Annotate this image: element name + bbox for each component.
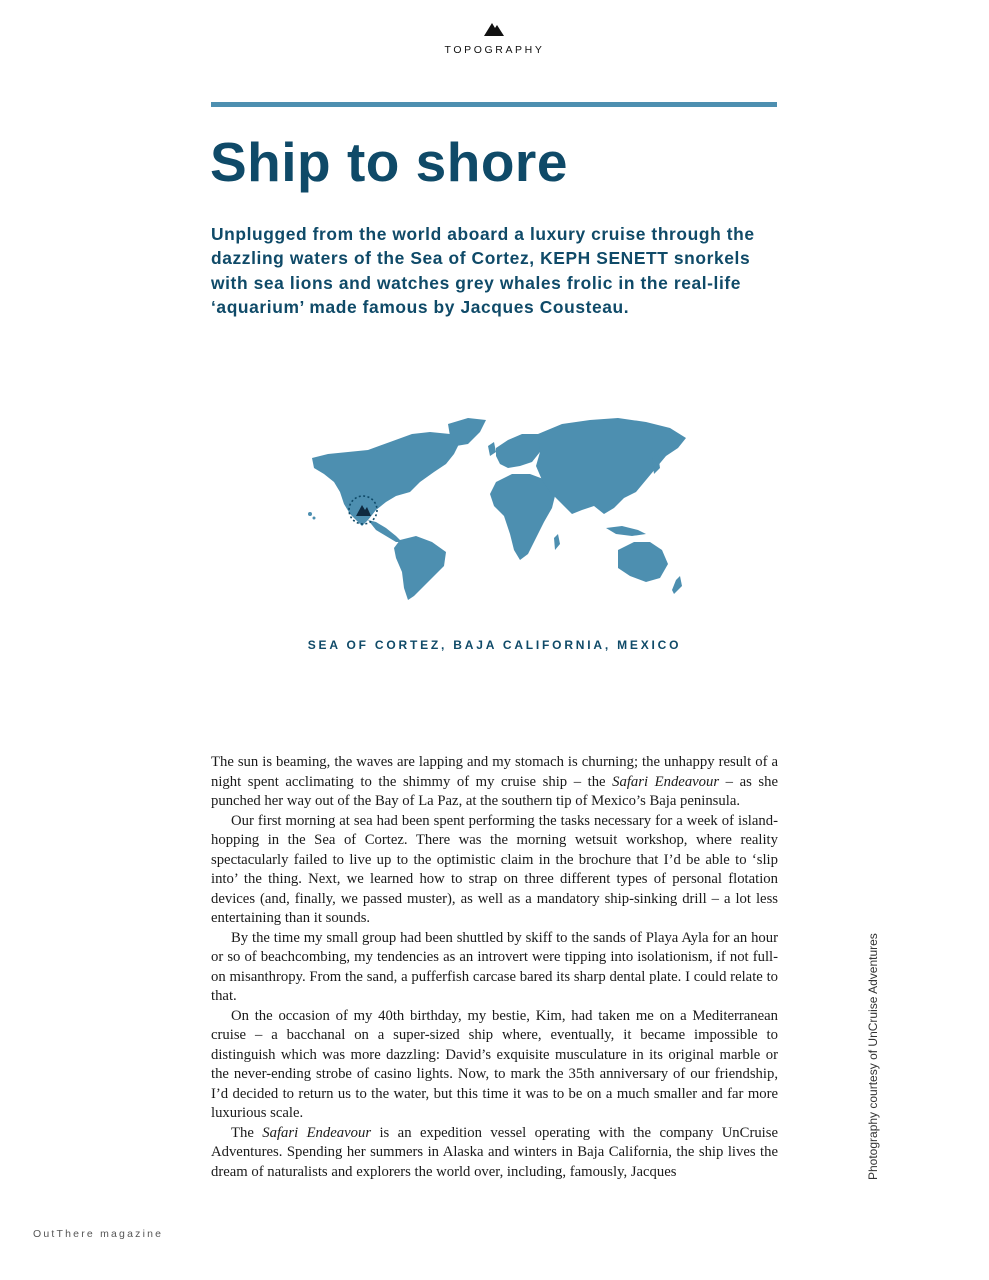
article-title: Ship to shore bbox=[210, 131, 568, 193]
paragraph-3: By the time my small group had been shuttled by skiff to the sands of Playa Ayla for an hour or so of beachcombing, my tendencies as an introvert were tipping into isolationism, if not full-on misanthropy. From the sand, a pufferfish carcase bared its sharp dental plate. I could relate to that. bbox=[211, 929, 778, 1004]
magazine-footer: OutThere magazine bbox=[33, 1228, 164, 1240]
article-body bbox=[211, 753, 778, 1182]
asia-shape bbox=[536, 418, 686, 514]
paragraph-2: Our first morning at sea had been spent performing the tasks necessary for a week of island-hopping in the Sea of Cortez. There was the morning wetsuit workshop, where reality spectacularly failed to live up to the optimistic claim in the brochure that I’d be able to ‘slip into’ the thing. Next, we learned how to strap on three different types of personal flotation devices (and, finally, we passed muster), as well as a mandatory ship-sinking drill – a lot less entertaining than it sounds. bbox=[211, 812, 778, 926]
location-label: SEA OF CORTEZ, BAJA CALIFORNIA, MEXICO bbox=[307, 638, 682, 652]
north-america-shape bbox=[312, 432, 460, 526]
new-zealand-shape bbox=[672, 576, 682, 594]
paragraph-4: On the occasion of my 40th birthday, my bestie, Kim, had taken me on a Mediterranean cruise – a bacchanal on a super-sized ship where, eventually, it became impossible to distinguish which was more dazzling: David’s exquisite musculature in its original marble or the never-ending strobe of casino lights. Now, to mark the 35th anniversary of our friendship, I’d decided to return us to the water, but this time it was to be on a much smaller and far more luxurious scale. bbox=[211, 1007, 778, 1121]
article-standfirst: Unplugged from the world aboard a luxury cruise through the dazzling waters of the Sea of Cortez, KEPH SENETT snorkels with sea lions and watches grey whales frolic in the real-life ‘aquarium’ made famous by Jacques Cousteau. bbox=[211, 224, 755, 317]
indonesia-shape bbox=[606, 526, 646, 536]
mountain-icon bbox=[484, 22, 504, 36]
south-america-shape bbox=[394, 536, 446, 600]
australia-shape bbox=[618, 542, 668, 582]
madagascar-shape bbox=[554, 534, 560, 550]
uk-shape bbox=[488, 442, 496, 456]
africa-shape bbox=[490, 474, 556, 560]
section-label: TOPOGRAPHY bbox=[444, 44, 545, 56]
paragraph-1: The sun is beaming, the waves are lapping and my stomach is churning; the unhappy result of a night spent acclimating to the shimmy of my cruise ship – the Safari Endeavour – as she punched her way out of the Bay of La Paz, at the southern tip of Mexico’s Baja peninsula. bbox=[211, 754, 778, 809]
photo-credit: Photography courtesy of UnCruise Adventures bbox=[866, 933, 880, 1180]
paragraph-5: The Safari Endeavour is an expedition vessel operating with the company UnCruise Adventures. Spending her summers in Alaska and winters in Baja California, the ship lives the dream of naturalists and explorers the world over, including, famously, Jacques bbox=[211, 1124, 779, 1180]
title-rule bbox=[211, 102, 777, 107]
central-america-shape bbox=[368, 520, 402, 542]
world-map bbox=[300, 410, 700, 610]
greenland-shape bbox=[448, 418, 486, 446]
